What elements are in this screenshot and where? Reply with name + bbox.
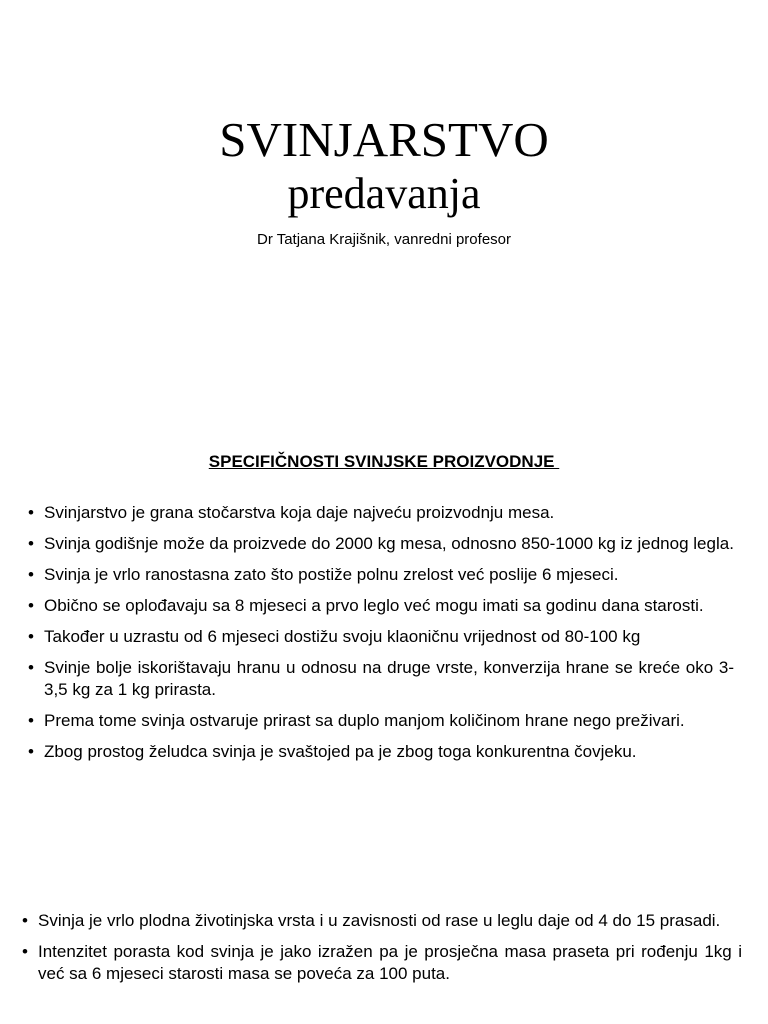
specificities-slide: [0, 418, 768, 858]
bullet-icon: •: [28, 742, 34, 761]
list-item: [28, 626, 734, 648]
bullet-icon: •: [28, 658, 34, 677]
bullet-icon: •: [22, 911, 28, 930]
bullet-text: Svinja godišnje može da proizvede do 2000 kg mesa, odnosno 850-1000 kg iz jednog legla.: [44, 534, 734, 553]
bullet-icon: •: [28, 711, 34, 730]
bullet-text: Zbog prostog želudca svinja je svaštojed pa je zbog toga konkurentna čovjeku.: [44, 742, 637, 761]
bullet-list: [28, 502, 734, 772]
list-item: [28, 710, 734, 732]
bullet-icon: •: [28, 596, 34, 615]
slide-title: SVINJARSTVO: [219, 112, 549, 167]
bullet-icon: •: [28, 534, 34, 553]
bullet-text: Svinja je vrlo plodna životinjska vrsta i u zavisnosti od rase u leglu daje od 4 do 15 prasadi.: [38, 911, 721, 930]
bullet-text: Svinja je vrlo ranostasna zato što postiže polnu zrelost već poslije 6 mjeseci.: [44, 565, 619, 584]
bullet-text: Također u uzrastu od 6 mjeseci dostižu svoju klaoničnu vrijednost od 80-100 kg: [44, 627, 641, 646]
bullet-text: Prema tome svinja ostvaruje prirast sa duplo manjom količinom hrane nego preživari.: [44, 711, 685, 730]
list-item: [28, 564, 734, 586]
section-heading: SPECIFIČNOSTI SVINJSKE PROIZVODNJE: [208, 452, 560, 471]
bullet-text: Obično se oplođavaju sa 8 mjeseci a prvo leglo već mogu imati sa godinu dana starosti.: [44, 596, 704, 615]
bullet-icon: •: [22, 942, 28, 961]
fertility-slide: [0, 880, 768, 1024]
bullet-icon: •: [28, 627, 34, 646]
bullet-icon: •: [28, 565, 34, 584]
title-slide: [0, 0, 768, 410]
bullet-text: Intenzitet porasta kod svinja je jako izražen pa je prosječna masa praseta pri rođenju 1kg i već sa 6 mjeseci starosti masa se poveća za 100 puta.: [38, 942, 742, 983]
list-item: [28, 741, 734, 763]
list-item: [22, 910, 742, 932]
bullet-list: [22, 910, 742, 994]
list-item: [22, 941, 742, 985]
author-line: Dr Tatjana Krajišnik, vanredni profesor: [256, 231, 511, 248]
slide-subtitle: predavanja: [287, 169, 481, 218]
bullet-text: Svinje bolje iskorištavaju hranu u odnosu na druge vrste, konverzija hrane se kreće oko 3-3,5 kg za 1 kg prirasta.: [44, 658, 734, 699]
bullet-icon: •: [28, 503, 34, 522]
list-item: [28, 502, 734, 524]
list-item: [28, 595, 734, 617]
bullet-text: Svinjarstvo je grana stočarstva koja daje najveću proizvodnju mesa.: [44, 503, 555, 522]
list-item: [28, 533, 734, 555]
list-item: [28, 657, 734, 701]
